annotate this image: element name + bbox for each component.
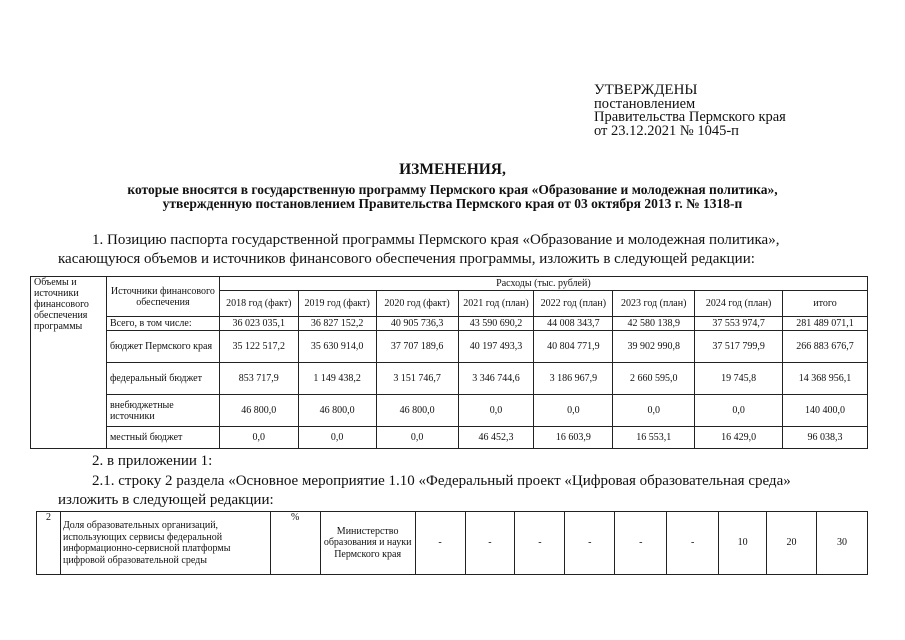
column-header: 2020 год (факт)	[376, 291, 458, 317]
funding-table	[30, 276, 868, 449]
row-label: Всего, в том числе:	[106, 317, 219, 331]
row-label: внебюджетные источники	[106, 395, 219, 427]
table-cell: 44 008 343,7	[534, 317, 613, 331]
row-label: федеральный бюджет	[106, 363, 219, 395]
table-cell: 281 489 071,1	[783, 317, 868, 331]
table-cell: 140 400,0	[783, 395, 868, 427]
table-cell: -	[667, 512, 719, 575]
table-cell: 1 149 438,2	[298, 363, 376, 395]
table-cell: 3 186 967,9	[534, 363, 613, 395]
table-cell: 37 553 974,7	[695, 317, 783, 331]
column-header: 2022 год (план)	[534, 291, 613, 317]
table-cell: 40 197 493,3	[458, 331, 534, 363]
table-cell: 0,0	[219, 427, 298, 449]
table-cell: 46 800,0	[376, 395, 458, 427]
funding-expenses-header: Расходы (тыс. рублей)	[219, 277, 867, 291]
table-cell: 3 151 746,7	[376, 363, 458, 395]
table-cell: 0,0	[534, 395, 613, 427]
indicator-responsible: Министерство образования и науки Пермского края	[320, 512, 415, 575]
document-subtitle	[40, 183, 865, 211]
table-cell: -	[465, 512, 515, 575]
table-cell: 36 827 152,2	[298, 317, 376, 331]
table-cell: 37 517 799,9	[695, 331, 783, 363]
paragraph-1-text: 1. Позицию паспорта государственной программы Пермского края «Образование и молодежная политика»,	[92, 232, 780, 248]
table-cell: 853 717,9	[219, 363, 298, 395]
table-cell: 16 429,0	[695, 427, 783, 449]
table-cell: 14 368 956,1	[783, 363, 868, 395]
table-cell: 3 346 744,6	[458, 363, 534, 395]
table-cell: 16 553,1	[613, 427, 695, 449]
table-cell: 2 660 595,0	[613, 363, 695, 395]
table-cell: 35 630 914,0	[298, 331, 376, 363]
paragraph-2: 2. в приложении 1:	[92, 453, 213, 469]
table-cell: 35 122 517,2	[219, 331, 298, 363]
table-cell: -	[615, 512, 667, 575]
table-cell: 36 023 035,1	[219, 317, 298, 331]
table-cell: 20	[767, 512, 817, 575]
approval-heading: УТВЕРЖДЕНЫ	[594, 82, 698, 98]
table-cell: 10	[719, 512, 767, 575]
table-row	[37, 512, 868, 575]
table-cell: -	[515, 512, 565, 575]
table-cell: 0,0	[298, 427, 376, 449]
column-header: итого	[783, 291, 868, 317]
approval-block	[594, 84, 786, 138]
indicator-name: Доля образовательных организаций, использующих сервисы федеральной информационно-сервисной платформы цифровой образовательной среды	[60, 512, 270, 575]
table-cell: 0,0	[376, 427, 458, 449]
column-header: 2018 год (факт)	[219, 291, 298, 317]
table-cell: 46 800,0	[219, 395, 298, 427]
table-cell: 46 452,3	[458, 427, 534, 449]
approval-line-2: Правительства Пермского края	[594, 109, 786, 125]
row-label: бюджет Пермского края	[106, 331, 219, 363]
table-cell: 30	[817, 512, 868, 575]
column-header: 2024 год (план)	[695, 291, 783, 317]
table-row	[31, 331, 868, 363]
column-header: 2021 год (план)	[458, 291, 534, 317]
table-cell: 39 902 990,8	[613, 331, 695, 363]
table-row	[31, 427, 868, 449]
paragraph-3-continuation: изложить в следующей редакции:	[58, 492, 274, 508]
indicator-unit: %	[270, 512, 320, 575]
table-cell: 0,0	[613, 395, 695, 427]
paragraph-1-continuation: касающуюся объемов и источников финансового обеспечения программы, изложить в следующей редакции:	[58, 251, 755, 267]
table-row	[31, 317, 868, 331]
table-cell: 40 804 771,9	[534, 331, 613, 363]
row-label: местный бюджет	[106, 427, 219, 449]
table-cell: 0,0	[695, 395, 783, 427]
table-cell: 16 603,9	[534, 427, 613, 449]
table-cell: 43 590 690,2	[458, 317, 534, 331]
table-cell: 37 707 189,6	[376, 331, 458, 363]
table-cell: 266 883 676,7	[783, 331, 868, 363]
indicator-table	[36, 511, 868, 575]
table-cell: 40 905 736,3	[376, 317, 458, 331]
table-cell: 42 580 138,9	[613, 317, 695, 331]
column-header: 2019 год (факт)	[298, 291, 376, 317]
paragraph-3	[58, 472, 848, 510]
funding-left-header: Объемы и источники финансового обеспечения программы	[31, 277, 107, 449]
approval-line-3: от 23.12.2021 № 1045-п	[594, 122, 739, 139]
indicator-number: 2	[37, 512, 61, 575]
paragraph-1	[58, 231, 848, 269]
approval-line-1: постановлением	[594, 95, 696, 112]
table-cell: 96 038,3	[783, 427, 868, 449]
table-cell: 19 745,8	[695, 363, 783, 395]
table-cell: -	[415, 512, 465, 575]
table-row	[31, 395, 868, 427]
paragraph-3-text: 2.1. строку 2 раздела «Основное мероприятие 1.10 «Федеральный проект «Цифровая образовательная среда»	[92, 473, 791, 489]
table-cell: -	[565, 512, 615, 575]
table-row	[31, 363, 868, 395]
table-cell: 0,0	[458, 395, 534, 427]
funding-source-header: Источники финансового обеспечения	[106, 277, 219, 317]
subtitle-line-2: утвержденную постановлением Правительства Пермского края от 03 октября 2013 г. № 1318-п	[162, 196, 743, 211]
subtitle-line-1: которые вносятся в государственную программу Пермского края «Образование и молодежная политика»,	[127, 182, 778, 197]
column-header: 2023 год (план)	[613, 291, 695, 317]
document-title: ИЗМЕНЕНИЯ,	[399, 161, 506, 178]
table-cell: 46 800,0	[298, 395, 376, 427]
